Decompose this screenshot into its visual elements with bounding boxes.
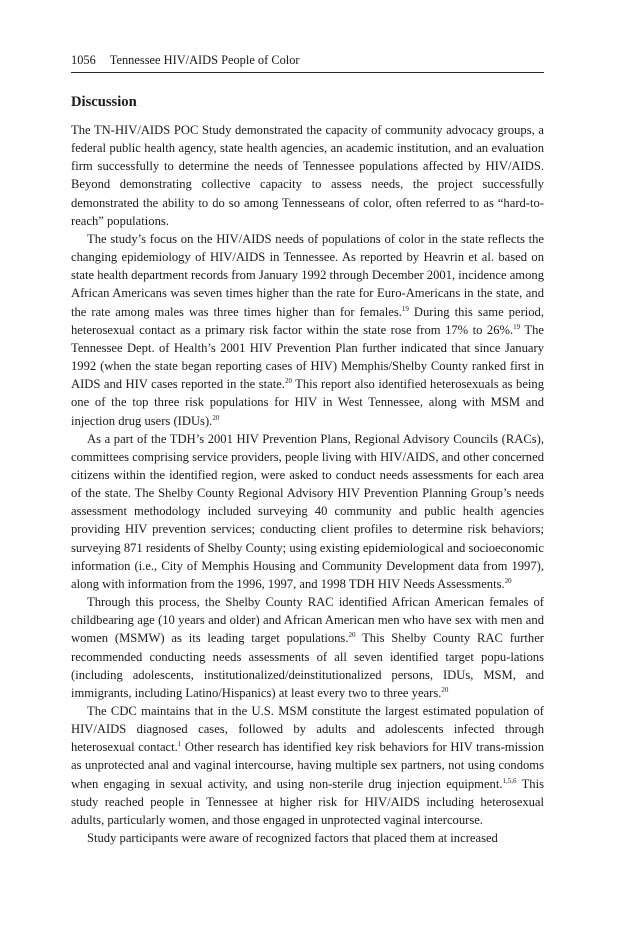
text-run: The study’s focus on the HIV/AIDS needs of populations of color in the state reflects the changing epidemiology of HIV/AIDS in Tennessee. As reported by Heavrin et al. based on state health department records from January 1992 through December 2001, incidence among African Americans was seven times higher than the rate for Euro-Americans in the state, and the rate among males was three times higher than for females. (71, 231, 544, 319)
header-rule (71, 72, 544, 73)
text-run: Study participants were aware of recognized factors that placed them at increased (87, 831, 498, 846)
paragraph (71, 430, 544, 593)
citation-ref: 20 (348, 631, 356, 640)
text-run: This Shelby County RAC further recommended conducting needs assessments of all seven identified target popu-lations (including adolescents, institutionalized/deinstitutionalized persons, IDUs, MSM, and immigrants, including Latino/Hispanics) at least every two to three years. (71, 631, 544, 700)
page-number: 1056 (71, 53, 96, 67)
paragraph (71, 702, 544, 829)
text-run: This study reached people in Tennessee at higher risk for HIV/AIDS including heterosexual adults, particularly women, and those engaged in unprotected vaginal intercourse. (71, 776, 544, 827)
text-run: As a part of the TDH’s 2001 HIV Prevention Plans, Regional Advisory Councils (RACs), committees comprising service providers, people living with HIV/AIDS, and other concerned citizens within the identified region, were asked to conduct needs assessments for each area of the state. The Shelby County Regional Advisory HIV Prevention Planning Group’s needs assessment methodology included surveying 40 community and public health agencies providing HIV prevention services; conducting client profiles to determine risk behaviors; surveying 871 residents of Shelby County; using existing epidemiological and socioeconomic information (i.e., City of Memphis Housing and Community Development data from 1997), along with information from the 1996, 1997, and 1998 TDH HIV Needs Assessments. (71, 431, 544, 591)
citation-ref: 20 (284, 377, 292, 385)
text-run: Through this process, the Shelby County RAC identified African American females of childbearing age (10 years and older) and African American men who have sex with men and women (MSMW) as its leading target populations. (71, 595, 544, 646)
body-text (71, 121, 544, 847)
citation-ref: 20 (504, 576, 512, 585)
citation-ref: 19 (401, 304, 409, 313)
paragraph (71, 230, 544, 430)
paragraph (71, 829, 544, 847)
section-heading: Discussion (71, 94, 137, 110)
text-run: This report also identified heterosexuals as being one of the top three risk populations for HIV in West Tennessee, along with MSM and injection drug users (IDUs). (71, 377, 544, 428)
running-head (71, 52, 544, 68)
citation-ref: 1,5,6 (502, 776, 517, 785)
citation-ref: 20 (212, 413, 220, 422)
citation-ref: 1 (177, 740, 182, 749)
text-run: The Tennessee Dept. of Health’s 2001 HIV Prevention Plan further indicated that since January 1992 (when the state began reporting cases of HIV) Memphis/Shelby County ranked first in AIDS and HIV cases reported in the state. (71, 322, 544, 392)
text-run: The CDC maintains that in the U.S. MSM constitute the largest estimated population of HIV/AIDS diagnosed cases, followed by adults and adolescents infected through heterosexual contact. (71, 704, 544, 755)
text-run: The TN-HIV/AIDS POC Study demonstrated the capacity of community advocacy groups, a federal public health agency, state health agencies, an academic institution, and an evaluation firm successfully to determine the needs of Tennessee populations affected by HIV/AIDS. Beyond demonstrating collective capacity to assess needs, the project successfully demonstrated the ability to do so among Tennesseans of color, often referred to as “hard-to-reach” populations. (71, 123, 544, 228)
paragraph (71, 121, 544, 230)
text-run: During this same period, heterosexual contact as a primary risk factor within the state rose from 17% to 26%. (71, 304, 544, 337)
citation-ref: 19 (513, 322, 521, 331)
running-title: Tennessee HIV/AIDS People of Color (109, 53, 300, 67)
citation-ref: 20 (441, 685, 449, 694)
paragraph (71, 593, 544, 702)
text-run: Other research has identified key risk behaviors for HIV trans-mission as unprotected anal and vaginal intercourse, having multiple sex partners, not using condoms when engaging in sexual activity, and using non-sterile drug injection equipment. (71, 740, 544, 791)
